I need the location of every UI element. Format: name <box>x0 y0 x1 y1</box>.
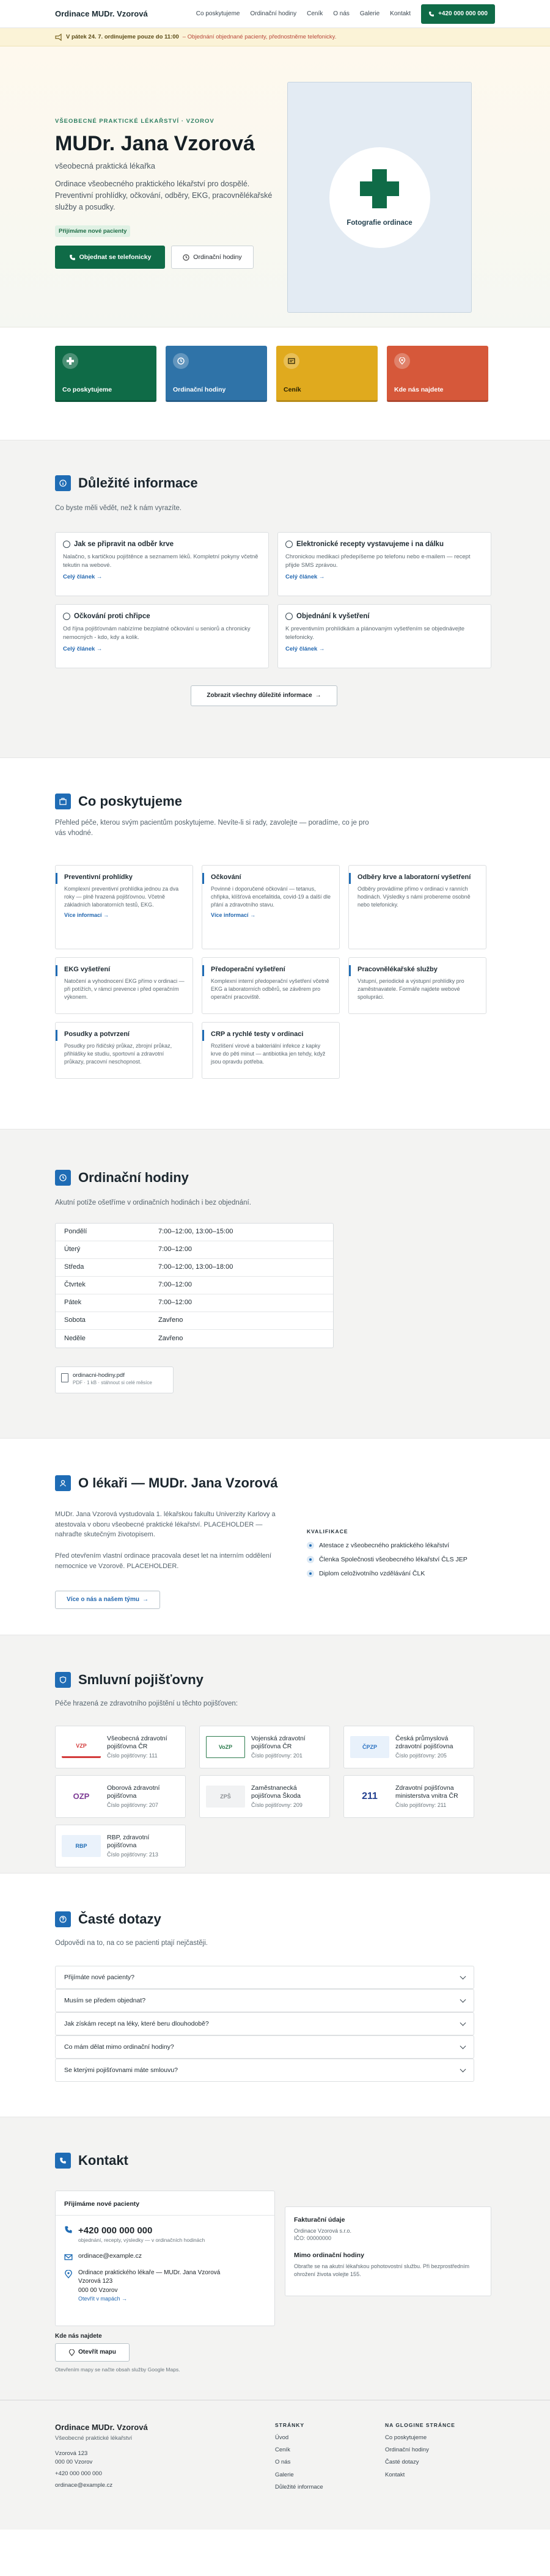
pdf-meta: PDF · 1 kB · stáhnout si celé měsíce <box>73 1380 152 1386</box>
hours-day: Pondělí <box>64 1228 87 1236</box>
find-us-heading: Kde nás najdete <box>55 2333 102 2340</box>
service-text: Odběry provádíme přímo v ordinaci v ranních hodinách. Výsledky s námi probereme osobně nebo telefonicky. <box>358 886 471 908</box>
info-card-title: Jak se připravit na odběr krve <box>74 541 174 548</box>
hours-day: Pátek <box>64 1299 82 1307</box>
qualification-item <box>307 1541 490 1550</box>
tile-prices[interactable] <box>276 346 378 402</box>
hours-time: Zavřeno <box>158 1316 183 1324</box>
question-icon <box>55 1911 71 1927</box>
insurer-code: Číslo pojišťovny: 211 <box>395 1801 447 1808</box>
contact-title: Kontakt <box>78 2153 128 2168</box>
new-patients-label: Přijímáme nové pacienty <box>56 2191 274 2216</box>
insurer-code: Číslo pojišťovny: 205 <box>395 1752 447 1759</box>
qualifications-heading: KVALIFIKACE <box>307 1528 348 1534</box>
info-card-link[interactable]: Celý článek → <box>285 574 325 581</box>
insurer-code: Číslo pojišťovny: 213 <box>107 1851 158 1858</box>
info-card-link[interactable]: Celý článek → <box>63 574 103 581</box>
address-line2: Vzorová 123 <box>78 2278 113 2285</box>
faq-question: Co mám dělat mimo ordinační hodiny? <box>64 2043 174 2051</box>
chevron-down-icon <box>460 2066 466 2072</box>
main-nav <box>196 4 495 24</box>
hero-lead: Ordinace všeobecného praktického lékařství pro dospělé. Preventivní prohlídky, očkování, odběry, EKG, pracovnělékařské služby a posudky. <box>55 180 273 211</box>
faq-section <box>0 1874 550 2117</box>
arrow-right-icon: → <box>315 692 321 699</box>
service-text: Vstupní, periodické a výstupní prohlídky pro zaměstnavatele. Formáře najdete webové spolupráci. <box>358 978 464 1001</box>
important-info-subtitle: Co byste měli vědět, než k nám vyrazíte. <box>55 505 182 512</box>
service-title: Předoperační vyšetření <box>211 966 285 973</box>
billing-heading: Fakturační údaje <box>294 2216 345 2224</box>
file-pdf-icon <box>61 1373 68 1382</box>
hero-eyebrow: VŠEOBECNÉ PRAKTICKÉ LÉKAŘSTVÍ · VZOROV <box>55 118 215 125</box>
hours-row <box>56 1330 333 1348</box>
footer-link[interactable]: Ordinační hodiny <box>385 2446 429 2454</box>
insurer-logo: VZP <box>62 1736 101 1758</box>
insurers-title: Smluvní pojišťovny <box>78 1672 204 1687</box>
info-card[interactable] <box>277 532 491 596</box>
clock-icon <box>183 254 189 261</box>
hours-row <box>56 1241 333 1259</box>
hours-pdf-download[interactable] <box>55 1366 174 1393</box>
insurer-name: Zdravotní pojišťovna ministerstva vnitra ČR <box>395 1784 458 1800</box>
tile-services-label: Co poskytujeme <box>62 386 112 394</box>
hours-subtitle: Akutní potíže ošetříme v ordinačních hodinách i bez objednání. <box>55 1199 251 1206</box>
faq-item[interactable] <box>55 2059 474 2082</box>
after-hours-text: Obraťte se na akutní lékařskou pohotovostní službu. Při bezprostředním ohrožení života volejte 155. <box>294 2263 470 2277</box>
footer-col2-heading: NA GLOGINE STRÁNCE <box>385 2422 455 2428</box>
contact-phone-note: objednání, recepty, výsledky — v ordinačních hodinách <box>78 2236 205 2243</box>
info-card-text: K preventivním prohlídkám a plánovaným vyšetřením se objednávejte telefonicky. <box>285 625 465 641</box>
check-icon <box>307 1542 314 1549</box>
insurer-logo: VoZP <box>206 1736 245 1758</box>
footer-brand: Ordinace MUDr. Vzorová <box>55 2423 148 2432</box>
faq-title: Časté dotazy <box>78 1911 161 1927</box>
order-by-phone-label: Objednat se telefonicky <box>79 253 152 261</box>
important-info-title: Důležité informace <box>78 475 198 491</box>
insurer-name: RBP, zdravotní pojišťovna <box>107 1833 150 1849</box>
clock-icon <box>173 353 189 369</box>
info-card-text: Chronickou medikaci předepíšeme po telefonu nebo e-mailem — recept přijde SMS zprávou. <box>285 553 471 569</box>
service-title: Posudky a potvrzení <box>64 1031 130 1038</box>
insurer-name: Všeobecná zdravotní pojišťovna ČR <box>107 1734 167 1750</box>
address-line1: Ordinace praktického lékaře — MUDr. Jana Vzorová <box>78 2269 221 2276</box>
qualification-text: Členka Společnosti všeobecného lékařství ČLS JEP <box>319 1556 468 1564</box>
check-icon <box>307 1556 314 1563</box>
service-link[interactable]: Více informací → <box>211 912 256 919</box>
footer-link[interactable]: Ceník <box>275 2446 290 2454</box>
site-header <box>0 0 550 28</box>
service-text: Povinné i doporučené očkování — tetanus, chřipka, klíšťová encefalitida, covid-19 a další dle přání a zdravotního stavu. <box>211 886 331 908</box>
hours-day: Neděle <box>64 1334 86 1342</box>
qualification-text: Atestace z všeobecného praktického lékařství <box>319 1541 450 1549</box>
tile-hours-label: Ordinační hodiny <box>173 386 226 394</box>
service-card[interactable] <box>348 957 486 1014</box>
about-doctor-title: O lékaři — MUDr. Jana Vzorová <box>78 1475 278 1491</box>
new-patients-badge: Přijímáme nové pacienty <box>55 225 130 237</box>
info-card[interactable] <box>277 604 491 668</box>
insurer-name: Vojenská zdravotní pojišťovna ČR <box>251 1734 306 1750</box>
faq-subtitle: Odpovědi na to, na co se pacienti ptají nejčastěji. <box>55 1939 208 1947</box>
faq-item[interactable] <box>55 2012 474 2035</box>
user-icon <box>55 1475 71 1491</box>
service-card[interactable] <box>202 865 340 949</box>
header-call-button[interactable] <box>421 4 495 24</box>
all-info-label: Zobrazit všechny důležité informace <box>207 692 312 699</box>
opening-hours-button[interactable] <box>171 246 254 269</box>
phone-icon <box>69 254 76 261</box>
billing-ico: IČO: 00000000 <box>294 2235 332 2242</box>
megaphone-icon <box>55 34 62 41</box>
about-doctor-section <box>0 1439 550 1635</box>
insurer-code: Číslo pojišťovny: 201 <box>251 1752 302 1759</box>
insurer-logo: ČPZP <box>350 1736 389 1758</box>
service-card[interactable] <box>55 957 193 1014</box>
address-line3: 000 00 Vzorov <box>78 2286 118 2294</box>
hours-time: 7:00–12:00, 13:00–18:00 <box>158 1263 233 1271</box>
footer-link[interactable]: Kontakt <box>385 2471 405 2478</box>
order-by-phone-button[interactable] <box>55 246 165 269</box>
insurer-name: Oborová zdravotní pojišťovna <box>107 1784 160 1800</box>
insurer-card <box>343 1775 474 1818</box>
services-title: Co poskytujeme <box>78 794 182 809</box>
contact-card <box>55 2191 275 2326</box>
arrow-right-icon: → <box>142 1596 148 1603</box>
hours-section <box>0 1129 550 1439</box>
phone-icon <box>64 2225 73 2234</box>
service-text: Rozlišení virové a bakteriální infekce z kapky krve do pěti minut — antibiotika jen tehdy, když jsou opravdu potřeba. <box>211 1043 326 1065</box>
insurer-name: Česká průmyslová zdravotní pojišťovna <box>395 1734 453 1750</box>
insurer-name: Zaměstnanecká pojišťovna Škoda <box>251 1784 301 1800</box>
open-in-maps-link[interactable]: Otevřít v mapách → <box>78 2296 128 2302</box>
footer-link[interactable]: Úvod <box>275 2434 289 2441</box>
chevron-down-icon <box>460 2020 466 2026</box>
footer-tagline: Všeobecné praktické lékařství <box>55 2435 133 2442</box>
insurer-logo: ZPŠ <box>206 1786 245 1808</box>
quick-links-section <box>0 327 550 440</box>
hours-day: Středa <box>64 1263 84 1271</box>
map-pin-icon <box>68 2349 75 2356</box>
info-card[interactable] <box>55 604 269 668</box>
footer-link[interactable]: Co poskytujeme <box>385 2434 427 2441</box>
hours-title: Ordinační hodiny <box>78 1170 189 1185</box>
info-card-link[interactable]: Celý článek → <box>285 646 325 653</box>
footer-col1-heading: STRÁNKY <box>275 2422 305 2428</box>
info-card-text: Nalačno, s kartičkou pojištěnce a seznamem léků. Kompletní pokyny včetně tekutin na webové. <box>63 553 258 569</box>
tile-prices-label: Ceník <box>284 386 301 394</box>
insurers-section <box>0 1635 550 1874</box>
service-card[interactable] <box>202 1022 340 1079</box>
services-subtitle: Přehled péče, kterou svým pacientům poskytujeme. Nevíte-li si rady, zavolejte — poradíme, co je pro vás vhodné. <box>55 819 369 837</box>
nav-item-services[interactable]: Co poskytujeme <box>196 10 240 17</box>
mail-icon <box>64 2253 73 2261</box>
hours-day: Sobota <box>64 1316 86 1324</box>
hours-time: Zavřeno <box>158 1334 183 1342</box>
service-text: Posudky pro řidičský průkaz, zbrojní průkaz, přihlášky ke studiu, sportovní a zdravotní průkazy, pracovní neschopnost. <box>64 1043 172 1065</box>
footer-address: Vzorová 123 <box>55 2450 88 2457</box>
insurer-code: Číslo pojišťovny: 111 <box>107 1752 158 1759</box>
services-section <box>0 758 550 1129</box>
brand-logo[interactable]: Ordinace MUDr. Vzorová <box>55 9 148 18</box>
faq-item[interactable] <box>55 1989 474 2012</box>
info-card-title: Objednání k vyšetření <box>296 613 370 620</box>
insurer-card <box>199 1726 330 1768</box>
billing-name: Ordinace Vzorová s.r.o. <box>294 2227 352 2234</box>
header-call-label: +420 000 000 000 <box>438 10 488 17</box>
contact-phone: +420 000 000 000 <box>78 2225 153 2236</box>
faq-question: Musím se předem objednat? <box>64 1996 146 2004</box>
hours-day: Čtvrtek <box>64 1281 86 1289</box>
clinic-photo-placeholder <box>287 82 472 313</box>
all-info-button[interactable] <box>191 685 337 706</box>
qualifications <box>307 1528 490 1583</box>
shield-icon <box>55 1672 71 1688</box>
check-icon <box>307 1570 314 1577</box>
hero-section <box>0 46 550 327</box>
contact-section <box>0 2117 550 2400</box>
tile-location-label: Kde nás najdete <box>394 386 444 394</box>
service-text: Komplexní interní předoperační vyšetření včetně EKG a laboratorních odběrů, se závěrem pro operační pracoviště. <box>211 978 329 1001</box>
after-hours-heading: Mimo ordinační hodiny <box>294 2251 364 2259</box>
insurer-card <box>55 1775 186 1818</box>
info-card-title: Očkování proti chřipce <box>74 613 150 620</box>
contact-heading <box>55 2151 128 2170</box>
footer-phone[interactable]: +420 000 000 000 <box>55 2470 102 2478</box>
insurer-card <box>199 1775 330 1818</box>
contact-address-row <box>56 2269 274 2304</box>
clock-icon <box>55 1170 71 1186</box>
medical-cross-icon <box>358 167 402 211</box>
service-card[interactable] <box>348 865 486 949</box>
hours-row <box>56 1259 333 1277</box>
info-card-title: Elektronické recepty vystavujeme i na dálku <box>296 541 444 548</box>
about-doctor-p1: MUDr. Jana Vzorová vystudovala 1. lékařskou fakultu Univerzity Karlovy a atestovala v oboru všeobecné praktické lékařství. PLACEHOLDER — nahraďte skutečným životopisem. <box>55 1511 276 1538</box>
service-title: Očkování <box>211 874 241 881</box>
faq-item[interactable] <box>55 2035 474 2059</box>
contact-email-row[interactable] <box>56 2252 274 2261</box>
more-about-label: Více o nás a našem týmu <box>67 1596 139 1603</box>
pdf-name: ordinacni-hodiny.pdf <box>73 1372 125 1379</box>
phone-icon <box>55 2153 71 2169</box>
service-title: Pracovnělékařské služby <box>358 966 438 973</box>
notice-bar <box>0 28 550 46</box>
footer-link[interactable]: O nás <box>275 2459 291 2466</box>
faq-heading <box>55 1910 161 1929</box>
insurer-logo: 211 <box>362 1790 378 1801</box>
footer-link[interactable]: Důležité informace <box>275 2484 323 2491</box>
nav-item-gallery[interactable]: Galerie <box>359 10 380 17</box>
nav-item-hours[interactable]: Ordinační hodiny <box>250 10 297 17</box>
faq-question: Se kterými pojišťovnami máte smlouvu? <box>64 2066 178 2074</box>
price-icon <box>284 353 299 369</box>
insurer-code: Číslo pojišťovny: 207 <box>107 1801 158 1808</box>
service-title: EKG vyšetření <box>64 966 111 973</box>
chevron-down-icon <box>460 1973 466 1979</box>
footer-city: 000 00 Vzorov <box>55 2458 93 2465</box>
service-link[interactable]: Více informací → <box>64 912 109 919</box>
hours-time: 7:00–12:00 <box>158 1299 193 1307</box>
hours-day: Úterý <box>64 1246 81 1253</box>
hours-row <box>56 1294 333 1312</box>
service-card[interactable] <box>55 865 193 949</box>
service-title: Odběry krve a laboratorní vyšetření <box>358 874 471 881</box>
about-doctor-p2: Před otevřením vlastní ordinace pracovala deset let na interním oddělení nemocnice ve Vzorově. PLACEHOLDER. <box>55 1552 272 1570</box>
contact-phone-row[interactable] <box>56 2224 274 2244</box>
hours-table <box>55 1223 334 1348</box>
service-card[interactable] <box>55 1022 193 1079</box>
hours-row <box>56 1277 333 1294</box>
insurer-card <box>55 1825 186 1867</box>
opening-hours-label: Ordinační hodiny <box>193 253 242 261</box>
open-map-label: Otevřít mapu <box>78 2349 116 2355</box>
insurer-logo: OZP <box>73 1791 90 1801</box>
site-footer <box>0 2400 550 2530</box>
footer-link[interactable]: Galerie <box>275 2471 294 2478</box>
medical-icon <box>62 353 78 369</box>
notice-date: V pátek 24. 7. ordinujeme pouze do 11:00 <box>66 34 179 41</box>
hours-time: 7:00–12:00 <box>158 1281 193 1289</box>
hours-time: 7:00–12:00 <box>158 1246 193 1253</box>
info-card-link[interactable]: Celý článek → <box>63 646 103 653</box>
map-note: Otevřením mapy se načte obsah služby Google Maps. <box>55 2366 180 2373</box>
faq-item[interactable] <box>55 1966 474 1989</box>
more-about-button[interactable] <box>55 1591 160 1609</box>
nav-item-contact[interactable]: Kontakt <box>390 10 411 17</box>
hours-row <box>56 1312 333 1330</box>
page-title: MUDr. Jana Vzorová <box>55 132 255 155</box>
about-doctor-heading <box>55 1474 277 1493</box>
info-icon <box>55 475 71 491</box>
service-text: Komplexní preventivní prohlídka jednou za dva roky — plně hrazená pojišťovnou. Včetně základních laboratorních testů, EKG. <box>64 886 179 908</box>
tile-hours[interactable] <box>166 346 267 402</box>
qualification-item <box>307 1555 490 1564</box>
service-title: CRP a rychlé testy v ordinaci <box>211 1031 304 1038</box>
faq-question: Jak získám recept na léky, které beru dlouhodobě? <box>64 2020 209 2027</box>
important-info-heading <box>55 474 198 493</box>
services-icon <box>55 794 71 809</box>
insurer-code: Číslo pojišťovny: 209 <box>251 1801 302 1808</box>
faq-question: Přijímáte nové pacienty? <box>64 1973 134 1981</box>
insurer-logo: RBP <box>62 1835 101 1857</box>
map-pin-icon <box>394 353 410 369</box>
hours-time: 7:00–12:00, 13:00–15:00 <box>158 1228 233 1236</box>
map-pin-icon <box>64 2270 73 2279</box>
footer-link[interactable]: Časté dotazy <box>385 2459 419 2466</box>
footer-email[interactable]: ordinace@example.cz <box>55 2482 113 2489</box>
hours-heading <box>55 1169 189 1188</box>
contact-email: ordinace@example.cz <box>78 2252 142 2260</box>
service-title: Preventivní prohlídky <box>64 874 133 881</box>
service-card[interactable] <box>202 957 340 1014</box>
hours-row <box>56 1224 333 1241</box>
nav-item-about[interactable]: O nás <box>333 10 350 17</box>
photo-circle <box>329 147 430 248</box>
insurers-heading <box>55 1671 204 1690</box>
tile-location[interactable] <box>387 346 488 402</box>
info-card-text: Od října pojišťovnám nabízíme bezplatné očkování u seniorů a chronicky nemocných ‑ kdo, kdy a kolik. <box>63 625 251 641</box>
qualification-item <box>307 1569 490 1578</box>
billing-card <box>285 2206 491 2296</box>
hero-subtitle: všeobecná praktická lékařka <box>55 161 156 170</box>
photo-label: Fotografie ordinace <box>346 219 413 227</box>
chevron-down-icon <box>460 1996 466 2002</box>
insurer-card <box>55 1726 186 1768</box>
chevron-down-icon <box>460 2043 466 2049</box>
open-map-button[interactable] <box>55 2343 130 2362</box>
service-text: Natočení a vyhodnocení EKG přímo v ordinaci — při potížích, v rámci prevence i před operačním výkonem. <box>64 978 185 1001</box>
notice-text: – Objednání objednané pacienty, přednostněme telefonicky. <box>182 34 337 41</box>
phone-icon <box>428 11 435 17</box>
nav-item-prices[interactable]: Ceník <box>307 10 323 17</box>
insurer-card <box>343 1726 474 1768</box>
services-heading <box>55 792 182 811</box>
insurers-subtitle: Péče hrazená ze zdravotního pojištění u těchto pojišťoven: <box>55 1700 238 1707</box>
qualification-text: Diplom celoživotního vzdělávání ČLK <box>319 1570 425 1578</box>
important-info-section <box>0 440 550 758</box>
info-card[interactable] <box>55 532 269 596</box>
tile-services[interactable] <box>55 346 156 402</box>
